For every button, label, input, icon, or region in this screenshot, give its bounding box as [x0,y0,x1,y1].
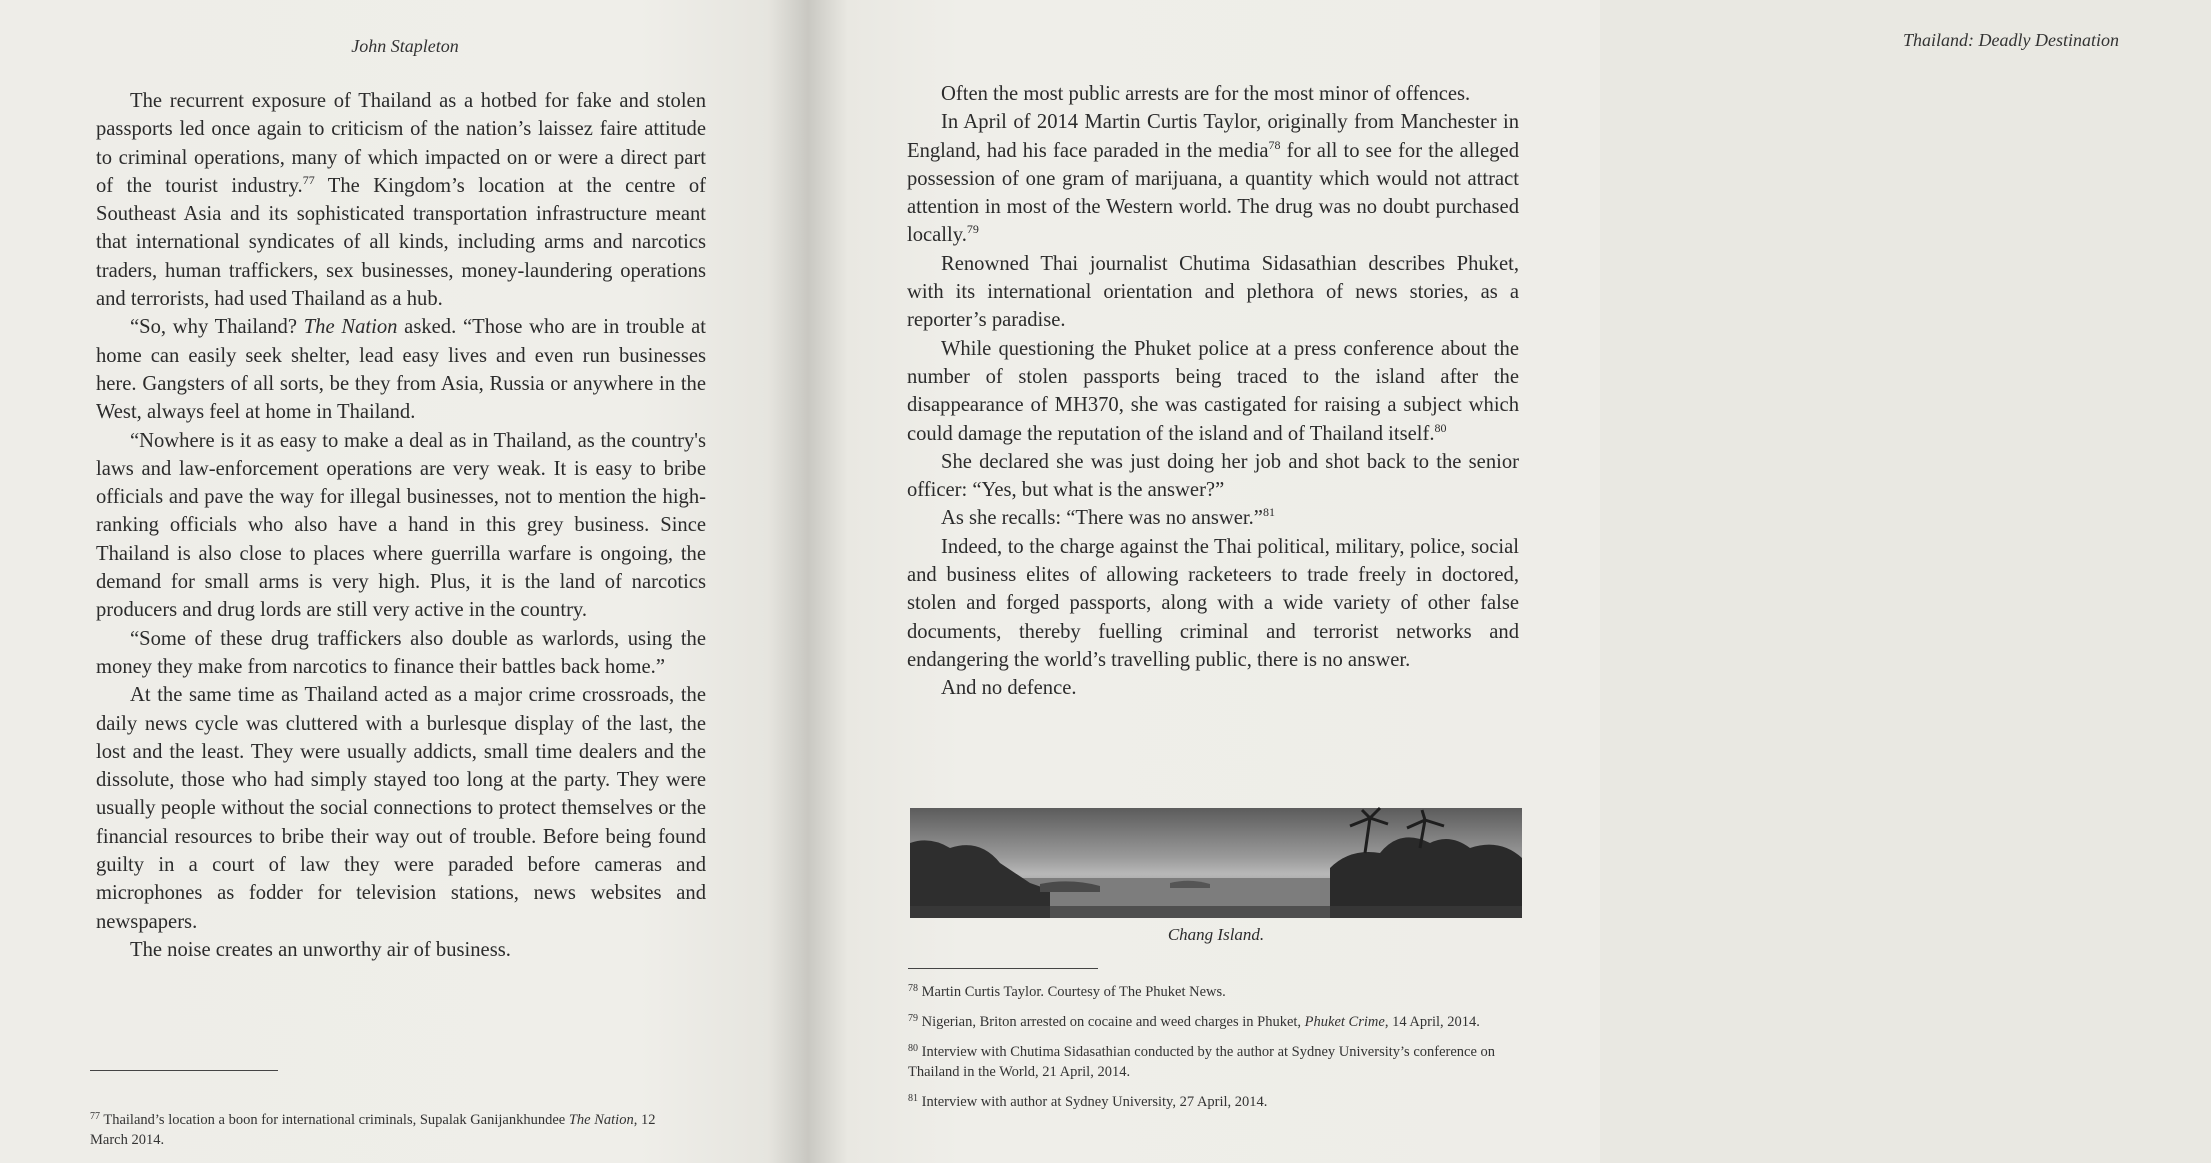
footnote-ref: 81 [1262,505,1275,520]
footnote-ref: 77 [302,172,315,187]
paragraph: “So, why Thailand? The Nation asked. “Those who are in trouble at home can easily seek shelter, lead easy lives and even run businesses here. Gangsters of all sorts, be they from Asia, Russia or anywhere in the West, always feel at home in Thailand. [96,316,706,424]
paragraph: In April of 2014 Martin Curtis Taylor, originally from Manchester in England, had his face paraded in the media$^{78}$ for all to see for the alleged possession of one gram of marijuana, a quantity which would not attract attention in most of the Western world. The drug was no doubt purchased locally.$^{79}$ [907,111,1519,247]
footnote-separator [908,968,1098,969]
footnote: $^{78}$ Martin Curtis Taylor. Courtesy of The Phuket News. [908,983,1226,1000]
footnote-ref: 78 [1268,137,1281,152]
footnote-ref: 79 [966,222,979,237]
footnote-ref: 80 [1434,420,1447,435]
left-body-text [96,87,706,964]
paragraph: The recurrent exposure of Thailand as a hotbed for fake and stolen passports led once again to criticism of the nation’s laissez faire attitude to criminal operations, many of which impacted on or were a direct part of the tourist industry.$^{77}$ The Kingdom’s location at the centre of Southeast Asia and its sophisticated transportation infrastructure meant that international syndicates of all kinds, including arms and narcotics traders, human traffickers, sex businesses, money-laundering operations and terrorists, had used Thailand as a hub. [96,90,706,311]
island-landscape-photo [910,808,1522,918]
footnote: $^{80}$ Interview with Chutima Sidasathian conducted by the author at Sydney University’s conference on Thailand in the World, 21 April, 2014. [908,1043,1496,1080]
paragraph: “Nowhere is it as easy to make a deal as in Thailand, as the country's laws and law-enforcement operations are very weak. It is easy to bribe officials and pave the way for illegal businesses, not to mention the high-ranking officials who also have a hand in this grey business. Since Thailand is also close to places where guerrilla warfare is ongoing, the demand for small arms is very high. Plus, it is the land of narcotics producers and drug lords are still very active in the country. [96,429,706,622]
left-running-head: John Stapleton [351,36,459,56]
paragraph: As she recalls: “There was no answer.”$^{81}$ [941,505,1275,530]
paragraph: The noise creates an unworthy air of business. [130,938,511,961]
footnote-separator [90,1070,278,1071]
left-page [0,0,795,1163]
footnote: $^{79}$ Nigerian, Briton arrested on cocaine and weed charges in Phuket, Phuket Crime, 14 April, 2014. [908,1013,1480,1030]
paragraph: She declared she was just doing her job and shot back to the senior officer: “Yes, but what is the answer?” [907,450,1519,502]
figure-caption: Chang Island. [1167,925,1265,944]
paragraph: And no defence. [941,677,1077,700]
footnote: $^{81}$ Interview with author at Sydney University, 27 April, 2014. [908,1093,1268,1110]
paragraph: “Some of these drug traffickers also double as warlords, using the money they make from narcotics to finance their battles back home.” [96,627,706,678]
paragraph: Often the most public arrests are for the most minor of offences. [941,83,1471,105]
right-footnotes [908,982,1508,1122]
paragraph: At the same time as Thailand acted as a major crime crossroads, the daily news cycle was cluttered with a burlesque display of the last, the lost and the least. They were usually addicts, small time dealers and the dissolute, those who had simply stayed too long at the party. They were usually people without the social connections to protect themselves or the financial resources to bribe their way out of trouble. Before being found guilty in a court of law they were paraded before cameras and microphones as fodder for television stations, news websites and newspapers. [96,684,706,933]
paragraph: Renowned Thai journalist Chutima Sidasathian describes Phuket, with its international orientation and plethora of news stories, as a reporter’s paradise. [907,252,1519,332]
island-landscape-icon [910,808,1522,918]
right-body-text [907,80,1519,703]
left-footnotes [90,1110,690,1160]
paragraph: Indeed, to the charge against the Thai political, military, police, social and business elites of allowing racketeers to trade freely in doctored, stolen and forged passports, along with a wide variety of other false documents, thereby fuelling criminal and terrorist networks and endangering the world’s travelling public, there is no answer. [907,535,1519,671]
paragraph: While questioning the Phuket police at a press conference about the number of stolen passports being traced to the island after the disappearance of MH370, she was castigated for raising a subject which could damage the reputation of the island and of Thailand itself.$^{80}$ [907,337,1519,445]
footnote: $^{77}$ Thailand’s location a boon for international criminals, Supalak Ganijankhundee The Nation, 12 March 2014. [90,1111,656,1148]
right-running-head: Thailand: Deadly Destination [1903,30,2119,50]
